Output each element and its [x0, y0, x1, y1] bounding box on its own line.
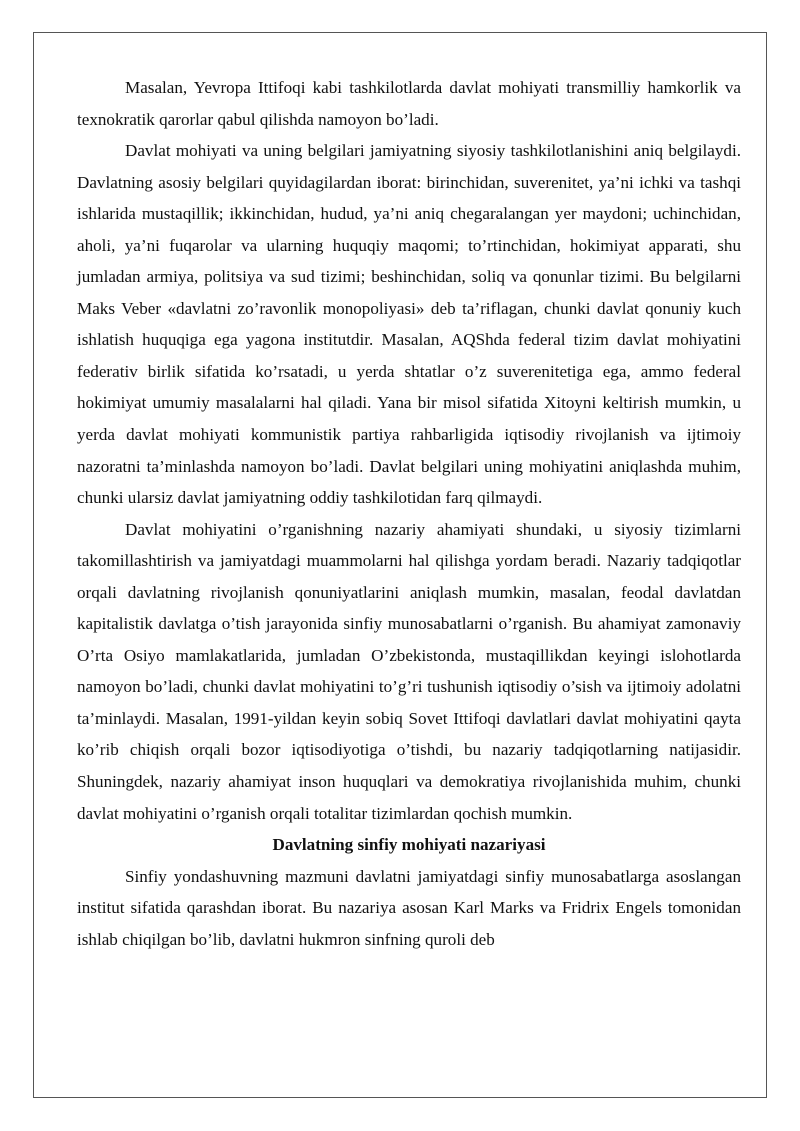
- paragraph-class-approach: Sinfiy yondashuvning mazmuni davlatni jamiyatdagi sinfiy munosabatlarga asoslangan institut sifatida qarashdan iborat. Bu nazariya asosan Karl Marks va Fridrix Engels tomonidan ishlab chiqilgan bo’lib, davlatni hukmron sinfning quroli deb: [77, 866, 741, 949]
- paragraph-eu-example: Masalan, Yevropa Ittifoqi kabi tashkilotlarda davlat mohiyati transmilliy hamkorlik va texnokratik qarorlar qabul qilishda namoyon bo’ladi.: [77, 78, 741, 129]
- section-heading: Davlatning sinfiy mohiyati nazariyasi: [272, 835, 546, 855]
- document-body: [77, 72, 741, 955]
- paragraph-theoretical-significance: Davlat mohiyatini o’rganishning nazariy ahamiyati shundaki, u siyosiy tizimlarni takomillashtirish va jamiyatdagi muammolarni hal qilishga yordam beradi. Nazariy tadqiqotlar orqali davlatning rivojlanish qonuniyatlarini aniqlash mumkin, masalan, feodal davlatdan kapitalistik davlatga o’tish jarayonida sinfiy munosabatlarni o’rganish. Bu ahamiyat zamonaviy O’rta Osiyo mamlakatlarida, jumladan O’zbekistonda, mustaqillikdan keyingi islohotlarda namoyon bo’ladi, chunki davlat mohiyatini to’g’ri tushunish iqtisodiy o’sish va ijtimoiy adolatni ta’minlaydi. Masalan, 1991-yildan keyin sobiq Sovet Ittifoqi davlatlari davlat mohiyatini qayta ko’rib chiqish orqali bozor iqtisodiyotiga o’tishdi, bu nazariy tadqiqotlarning natijasidir. Shuningdek, nazariy ahamiyat inson huquqlari va demokratiya rivojlanishida muhim, chunki davlat mohiyatini o’rganish orqali totalitar tizimlardan qochish mumkin.: [77, 519, 741, 823]
- paragraph-state-features: Davlat mohiyati va uning belgilari jamiyatning siyosiy tashkilotlanishini aniq belgilaydi. Davlatning asosiy belgilari quyidagilardan iborat: birinchidan, suverenitet, ya’ni ichki va tashqi ishlarida mustaqillik; ikkinchidan, hudud, ya’ni aniq chegaralangan yer maydoni; uchinchidan, aholi, ya’ni fuqarolar va ularning huquqiy maqomi; to’rtinchidan, hokimiyat apparati, shu jumladan armiya, politsiya va sud tizimi; beshinchidan, soliq va qonunlar tizimi. Bu belgilarni Maks Veber «davlatni zo’ravonlik monopoliyasi» deb ta’riflagan, chunki davlat qonuniy kuch ishlatish huquqiga ega yagona institutdir. Masalan, AQShda federal tizim davlat mohiyatini federativ birlik sifatida ko’rsatadi, u yerda shtatlar o’z suverenitetiga ega, ammo federal hokimiyat umumiy masalalarni hal qiladi. Yana bir misol sifatida Xitoyni keltirish mumkin, u yerda davlat mohiyati kommunistik partiya rahbarligida iqtisodiy rivojlanish va ijtimoiy nazoratni ta’minlashda namoyon bo’ladi. Davlat belgilari uning mohiyatini aniqlashda muhim, chunki ularsiz davlat jamiyatning oddiy tashkilotidan farq qilmaydi.: [77, 141, 741, 508]
